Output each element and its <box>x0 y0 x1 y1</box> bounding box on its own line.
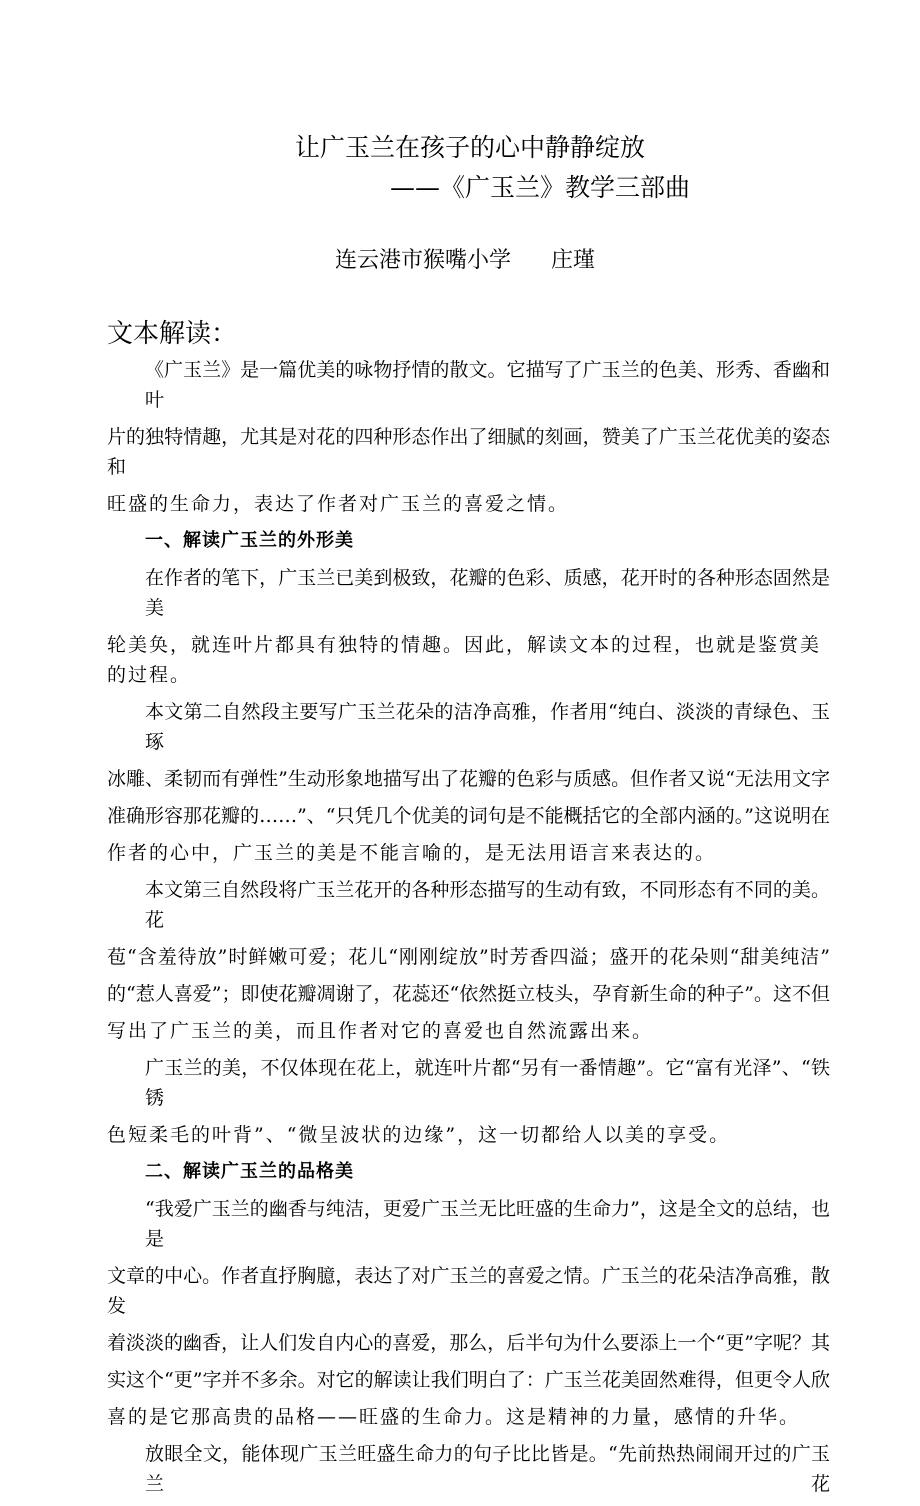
paragraph-line: 喜的是它那高贵的品格——旺盛的生命力。这是精神的力量，感情的升华。 <box>107 1406 801 1428</box>
paragraph-line: 旺盛的生命力，表达了作者对广玉兰的喜爱之情。 <box>107 493 570 515</box>
author-school: 连云港市猴嘴小学 <box>335 248 512 273</box>
paragraph-line: 放眼全文，能体现广玉兰旺盛生命力的句子比比皆是。“先前热热闹闹开过的广玉兰花 <box>145 1443 830 1495</box>
document-subtitle: ——《广玉兰》教学三部曲 <box>390 173 691 202</box>
paragraph-line: 着淡淡的幽香，让人们发自内心的喜爱，那么，后半句为什么要添上一个“更”字呢？其 <box>107 1332 830 1354</box>
paragraph-line: 《广玉兰》是一篇优美的咏物抒情的散文。它描写了广玉兰的色美、形秀、香幽和叶 <box>145 359 830 411</box>
subsection-heading: 一、解读广玉兰的外形美 <box>145 530 354 551</box>
document-title: 让广玉兰在孩子的心中静静绽放 <box>294 133 645 162</box>
author-name: 庄瑾 <box>551 248 596 273</box>
document-body <box>107 355 830 1506</box>
paragraph-line: 作者的心中，广玉兰的美是不能言喻的，是无法用语言来表达的。 <box>107 842 717 864</box>
paragraph-line: 在作者的笔下，广玉兰已美到极致，花瓣的色彩、质感，花开时的各种形态固然是美 <box>145 567 830 619</box>
paragraph-line: 片的独特情趣，尤其是对花的四种形态作出了细腻的刻画，赞美了广玉兰花优美的姿态和 <box>107 426 830 478</box>
section-heading: 文本解读： <box>107 319 238 349</box>
paragraph-line: 准确形容那花瓣的……”、“只凭几个优美的词句是不能概括它的全部内涵的。”这说明在 <box>107 805 830 827</box>
paragraph-line: 广玉兰的美，不仅体现在花上，就连叶片都“另有一番情趣”。它“富有光泽”、“铁锈 <box>145 1057 830 1109</box>
paragraph-line: 色短柔毛的叶背”、“微呈波状的边缘”，这一切都给人以美的享受。 <box>107 1124 731 1146</box>
paragraph-line: 写出了广玉兰的美，而且作者对它的喜爱也自然流露出来。 <box>107 1020 654 1042</box>
paragraph-line: 本文第二自然段主要写广玉兰花朵的洁净高雅，作者用“纯白、淡淡的青绿色、玉琢 <box>145 701 830 753</box>
paragraph-line: 轮美奂，就连叶片都具有独特的情趣。因此，解读文本的过程，也就是鉴赏美的过程。 <box>107 634 822 686</box>
author-line <box>335 243 835 274</box>
subsection-heading: 二、解读广玉兰的品格美 <box>145 1161 354 1182</box>
paragraph-line: 本文第三自然段将广玉兰花开的各种形态描写的生动有致，不同形态有不同的美。花 <box>145 879 830 931</box>
paragraph-line: “我爱广玉兰的幽香与纯洁，更爱广玉兰无比旺盛的生命力”，这是全文的总结，也是 <box>145 1198 830 1250</box>
paragraph-line: 苞“含羞待放”时鲜嫩可爱；花儿“刚刚绽放”时芳香四溢；盛开的花朵则“甜美纯洁” <box>107 946 830 968</box>
paragraph-line: 文章的中心。作者直抒胸臆，表达了对广玉兰的喜爱之情。广玉兰的花朵洁净高雅，散发 <box>107 1265 830 1317</box>
paragraph-line: 实这个“更”字并不多余。对它的解读让我们明白了：广玉兰花美固然难得，但更令人欣 <box>107 1369 830 1391</box>
paragraph-line: 的“惹人喜爱”；即使花瓣凋谢了，花蕊还“依然挺立枝头，孕育新生命的种子”。这不但 <box>107 983 830 1005</box>
paragraph-line: 冰雕、柔韧而有弹性”生动形象地描写出了花瓣的色彩与质感。但作者又说“无法用文字 <box>107 768 830 790</box>
